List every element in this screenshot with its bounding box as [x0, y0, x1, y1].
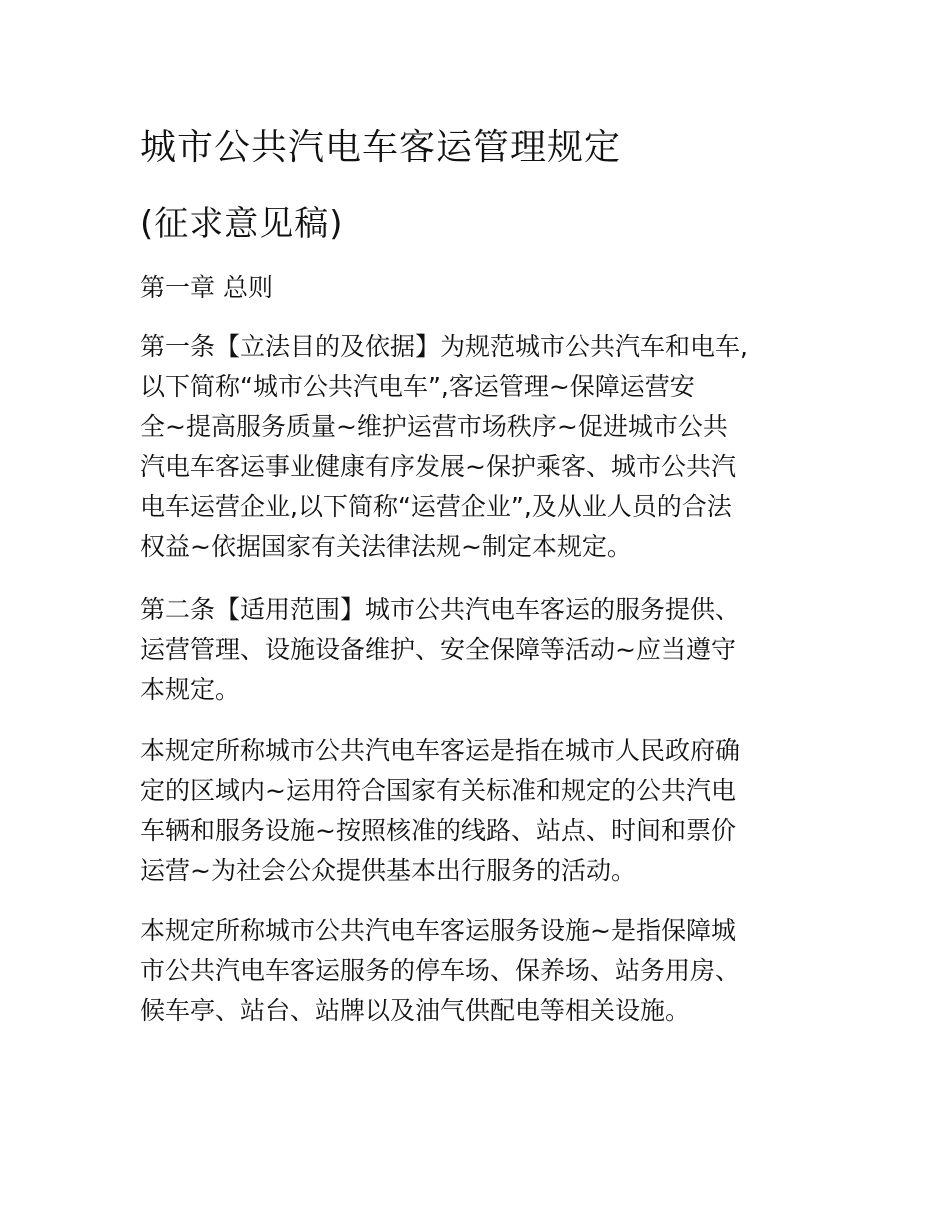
- paragraph-line: 第一条【立法目的及依据】为规范城市公共汽车和电车,: [140, 332, 748, 361]
- paragraph-line: 第二条【适用范围】城市公共汽电车客运的服务提供、: [140, 595, 741, 624]
- paragraph-line: 市公共汽电车客运服务的停车场、保养场、站务用房、: [140, 956, 741, 985]
- paragraph-line: 汽电车客运事业健康有序发展~保护乘客、城市公共汽: [140, 452, 736, 481]
- paragraph-line: 以下简称“城市公共汽电车”,客运管理~保障运营安: [140, 372, 695, 401]
- paragraph-line: 候车亭、站台、站牌以及油气供配电等相关设施。: [140, 996, 691, 1025]
- paragraph-line: 本规定所称城市公共汽电车客运是指在城市人民政府确: [140, 736, 741, 765]
- chapter-heading: 第一章 总则: [140, 273, 273, 302]
- paragraph-definition-service: [140, 731, 810, 891]
- document-subtitle: (征求意见稿): [140, 204, 344, 244]
- paragraph-definition-facilities: [140, 911, 810, 1031]
- paragraph-line: 运营管理、设施设备维护、安全保障等活动~应当遵守: [140, 635, 736, 664]
- paragraph-line: 本规定。: [140, 675, 241, 704]
- paragraph-line: 运营~为社会公众提供基本出行服务的活动。: [140, 856, 636, 885]
- paragraph-article-1: [140, 327, 810, 567]
- document-title: 城市公共汽电车客运管理规定: [140, 127, 622, 168]
- paragraph-line: 车辆和服务设施~按照核准的线路、站点、时间和票价: [140, 816, 736, 845]
- paragraph-line: 电车运营企业,以下简称“运营企业”,及从业人员的合法: [140, 492, 732, 521]
- paragraph-line: 定的区域内~运用符合国家有关标准和规定的公共汽电: [140, 776, 736, 805]
- paragraph-article-2: [140, 590, 810, 710]
- paragraph-line: 权益~依据国家有关法律法规~制定本规定。: [140, 532, 632, 561]
- paragraph-line: 本规定所称城市公共汽电车客运服务设施~是指保障城: [140, 916, 736, 945]
- paragraph-line: 全~提高服务质量~维护运营市场秩序~促进城市公共: [140, 412, 728, 441]
